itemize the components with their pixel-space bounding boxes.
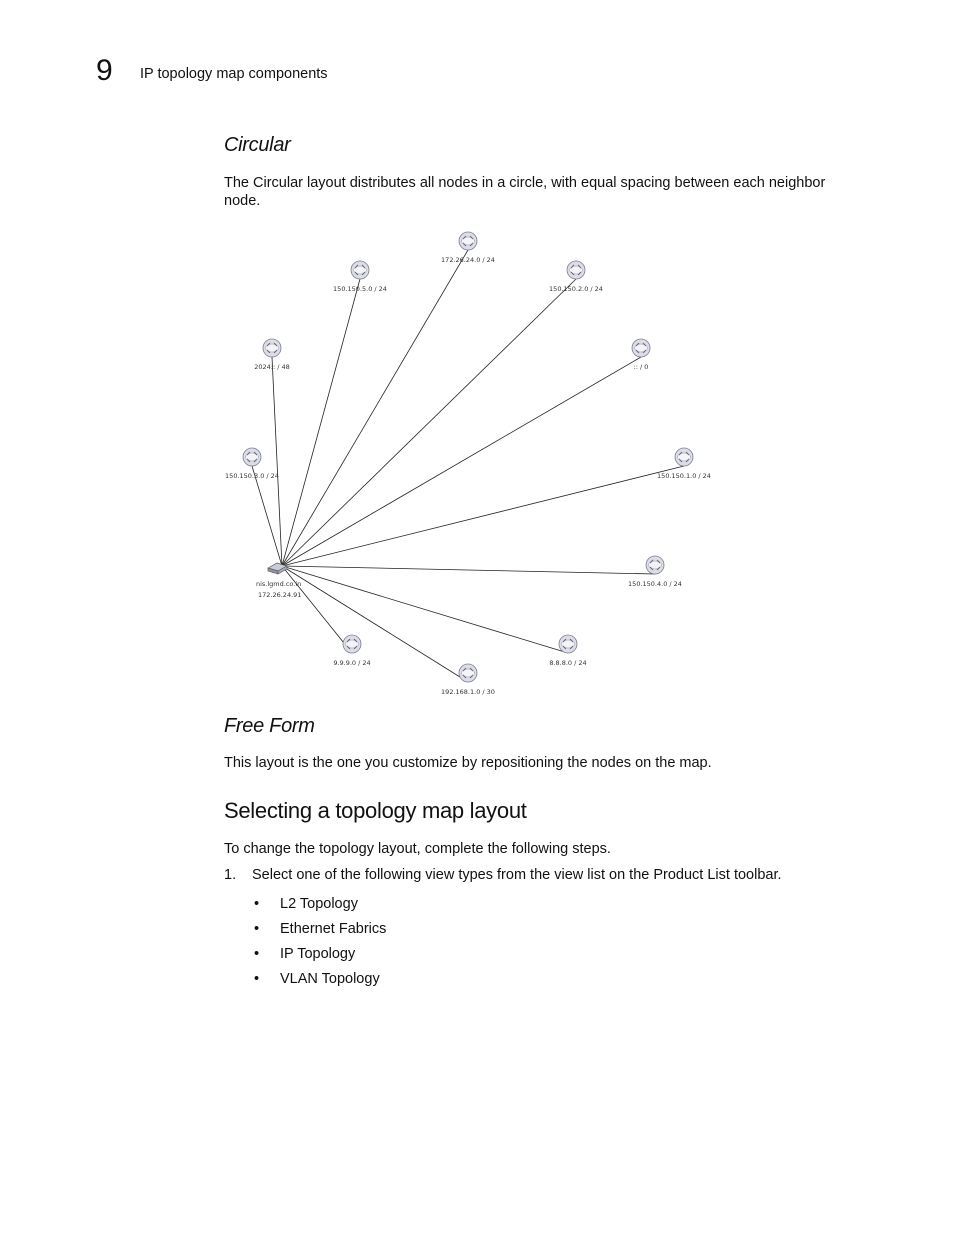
topology-edge — [252, 466, 282, 566]
center-node-hostname: nis.lgmd.co.in — [256, 580, 302, 588]
list-item-label: IP Topology — [280, 946, 356, 962]
subnet-label: 9.9.9.0 / 24 — [333, 659, 371, 667]
subnet-label: 2024:: / 48 — [254, 363, 290, 371]
center-node-ip: 172.26.24.91 — [258, 591, 302, 599]
subnet-cloud-icon — [646, 556, 664, 574]
subnet-cloud-icon — [351, 261, 369, 279]
list-item-label: L2 Topology — [280, 896, 358, 912]
topology-nodes — [225, 232, 711, 696]
subnet-cloud-icon — [459, 664, 477, 682]
section-heading: Selecting a topology map layout — [224, 798, 527, 823]
subnet-node — [333, 635, 370, 667]
subnet-label: 150.150.4.0 / 24 — [628, 580, 682, 588]
freeform-description: This layout is the one you customize by repositioning the nodes on the map. — [224, 755, 712, 771]
subnet-cloud-icon — [263, 339, 281, 357]
bullet: • — [254, 946, 260, 962]
section-intro: To change the topology layout, complete the following steps. — [224, 841, 611, 857]
subnet-cloud-icon — [632, 339, 650, 357]
subnet-node — [254, 339, 290, 371]
topology-edge — [282, 250, 468, 566]
topology-edge — [282, 466, 684, 566]
subnet-cloud-icon — [567, 261, 585, 279]
topology-edge — [282, 279, 360, 566]
subnet-label: 150.150.1.0 / 24 — [657, 472, 711, 480]
subnet-label: 8.8.8.0 / 24 — [549, 659, 587, 667]
circular-description: The Circular layout distributes all nodes in a circle, with equal spacing between each neighbor node. — [224, 175, 826, 209]
topology-edge — [282, 566, 568, 653]
subnet-node — [225, 448, 279, 480]
topology-edge — [282, 279, 576, 566]
topology-edge — [272, 357, 282, 566]
subnet-cloud-icon — [343, 635, 361, 653]
subnet-cloud-icon — [675, 448, 693, 466]
subnet-label: :: / 0 — [633, 363, 649, 371]
subnet-node — [632, 339, 650, 371]
step-text: Select one of the following view types from the view list on the Product List toolbar. — [252, 867, 782, 883]
list-item-label: VLAN Topology — [280, 971, 380, 987]
subnet-label: 172.26.24.0 / 24 — [441, 256, 495, 264]
topology-edges — [252, 250, 684, 682]
bullet: • — [254, 896, 260, 912]
center-router-node — [256, 563, 301, 599]
subnet-node — [549, 635, 586, 667]
list-item-label: Ethernet Fabrics — [280, 921, 387, 937]
subnet-label: 150.150.5.0 / 24 — [333, 285, 387, 293]
subnet-label: 150.150.2.0 / 24 — [549, 285, 603, 293]
subnet-cloud-icon — [559, 635, 577, 653]
subnet-node — [549, 261, 603, 293]
subnet-node — [333, 261, 387, 293]
subnet-cloud-icon — [459, 232, 477, 250]
chapter-number: 9 — [96, 54, 113, 87]
subnet-label: 150.150.3.0 / 24 — [225, 472, 279, 480]
bullet: • — [254, 971, 260, 987]
topology-edge — [282, 357, 641, 566]
subnet-node — [657, 448, 711, 480]
running-header-title: IP topology map components — [140, 66, 328, 82]
subnet-node — [441, 232, 495, 264]
topology-edge — [282, 566, 655, 574]
subnet-cloud-icon — [243, 448, 261, 466]
freeform-heading: Free Form — [224, 715, 315, 737]
bullet: • — [254, 921, 260, 937]
topology-edge — [282, 566, 468, 682]
subnet-node — [441, 664, 495, 696]
circular-heading: Circular — [224, 134, 291, 156]
step-number: 1. — [224, 867, 237, 883]
subnet-node — [628, 556, 682, 588]
subnet-label: 192.168.1.0 / 30 — [441, 688, 495, 696]
